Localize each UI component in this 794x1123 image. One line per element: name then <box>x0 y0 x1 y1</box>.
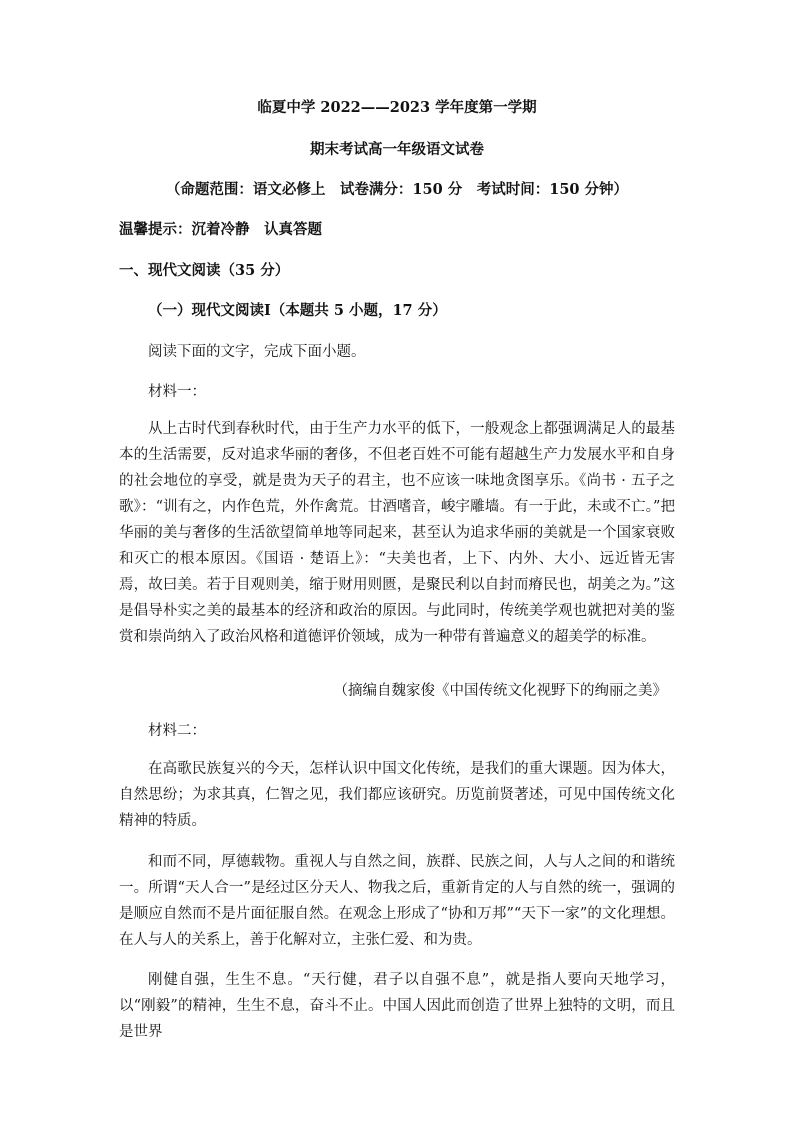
material-two-label: 材料二： <box>148 723 206 739</box>
material-one-label: 材料一： <box>148 384 206 400</box>
school-title: 临夏中学 2022——2023 学年度第一学期 <box>257 99 537 116</box>
material-one-body: 从上古时代到春秋时代，由于生产力水平的低下，一般观念上都强调满足人的最基本的生活需要，反对追求华丽的奢侈，不但老百姓不可能有超越生产力发展水平和自身的社会地位的享受，就是贵为天子的君主，也不应该一味地贪图享乐。《尚书 · 五子之歌》：“训有之，内作色荒，外作禽荒。甘酒嗜音，峻宇雕墙。有一于此，未或不亡。”把华丽的美与奢侈的生活欲望简单地等同起来，甚至认为追求华丽的美就是一个国家衰败和灭亡的根本原因。《国语 · 楚语上》：“夫美也者，上下、内外、大小、远近皆无害焉，故曰美。若于目观则美，缩于财用则匮，是聚民利以自封而瘠民也，胡美之为。”这是倡导朴实之美的最基本的经济和政治的原因。与此同时，传统美学观也就把对美的鉴赏和崇尚纳入了政治风格和道德评价领域，成为一种带有普遍意义的超美学的标准。 <box>119 421 675 645</box>
material-two-paragraph-2: 和而不同，厚德载物。重视人与自然之间，族群、民族之间，人与人之间的和谐统一。所谓“天人合一”是经过区分天人、物我之后，重新肯定的人与自然的统一，强调的是顺应自然而不是片面征服自然。在观念上形成了“协和万邦”“天下一家”的文化理想。在人与人的关系上，善于化解对立，主张仁爱、和为贵。 <box>119 854 675 948</box>
subsection-heading: （一）现代文阅读Ⅰ（本题共 5 小题，17 分） <box>148 302 447 319</box>
material-two-paragraph-1: 在高歌民族复兴的今天，怎样认识中国文化传统，是我们的重大课题。因为体大，自然思纷；为求其真，仁智之见，我们都应该研究。历览前贤著述，可见中国传统文化精神的特质。 <box>119 761 675 829</box>
material-two-paragraph-3: 刚健自强，生生不息。“天行健，君子以自强不息”，就是指人要向天地学习，以“刚毅”的精神，生生不息，奋斗不止。中国人因此而创造了世界上独特的文明，而且是世界 <box>119 972 675 1040</box>
exam-title: 期末考试高一年级语文试卷 <box>310 141 484 158</box>
section-heading: 一、现代文阅读（35 分） <box>119 262 290 279</box>
material-one-source: （摘编自魏家俊《中国传统文化视野下的绚丽之美》 <box>333 683 667 699</box>
reminder: 温馨提示：沉着冷静 认真答题 <box>119 221 322 238</box>
exam-info: （命题范围：语文必修上 试卷满分：150 分 考试时间：150 分钟） <box>165 181 629 198</box>
instruction: 阅读下面的文字，完成下面小题。 <box>148 344 366 360</box>
